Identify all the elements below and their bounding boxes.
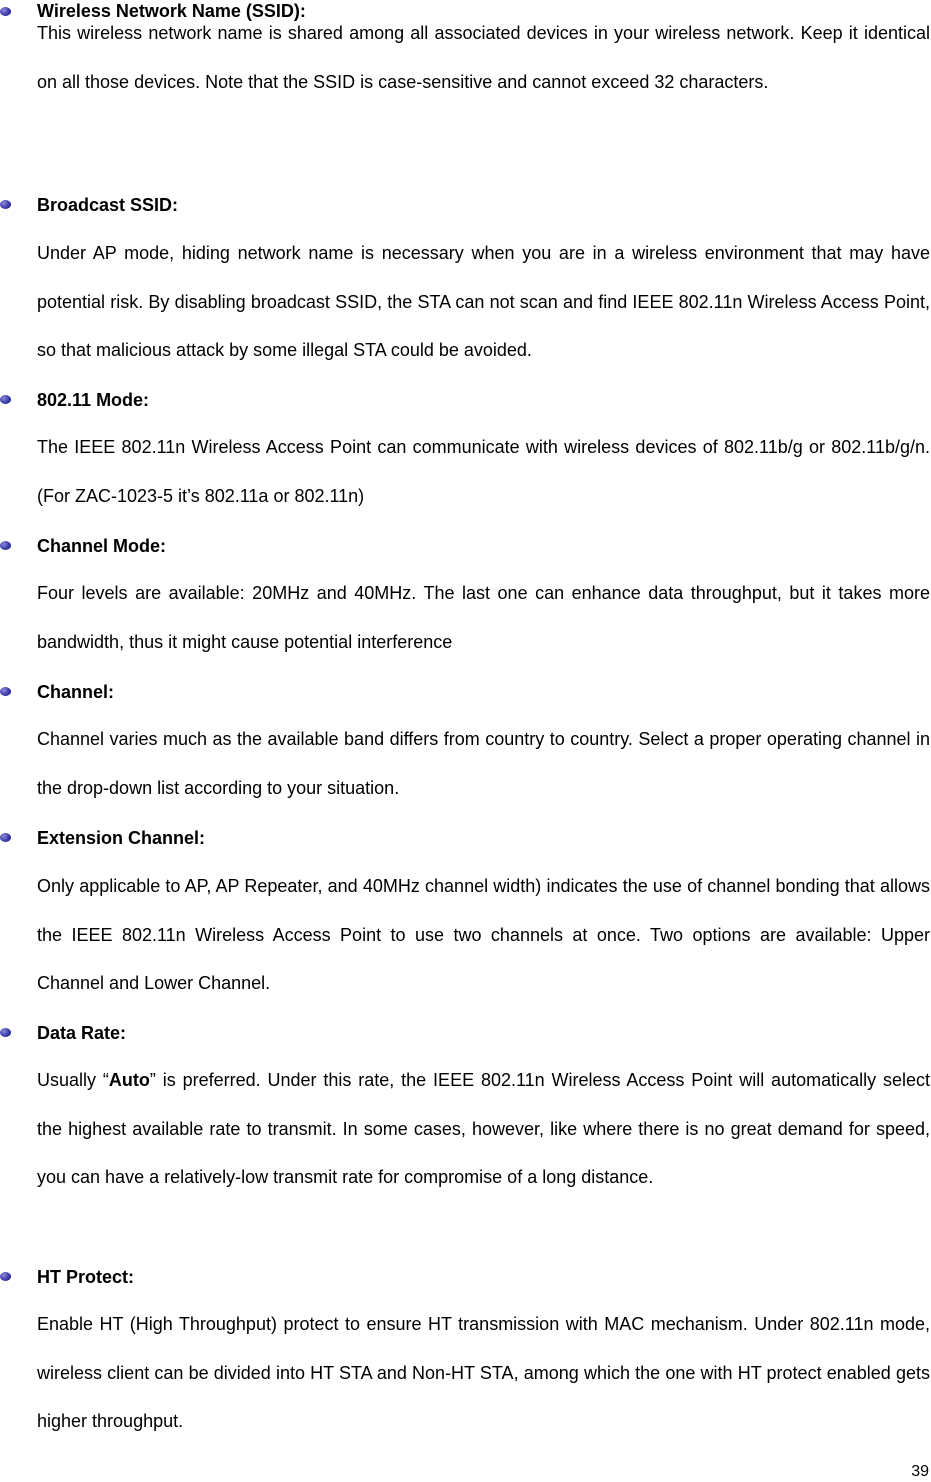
bullet-icon bbox=[0, 1028, 11, 1037]
term-ssid: Wireless Network Name (SSID): bbox=[37, 1, 306, 21]
description-ht-protect bbox=[37, 1300, 930, 1446]
description-channel bbox=[37, 715, 930, 812]
term-ht-protect: HT Protect: bbox=[37, 1267, 135, 1287]
term-channel-mode: Channel Mode: bbox=[37, 536, 166, 556]
description-80211-mode bbox=[37, 423, 930, 520]
term-80211-mode: 802.11 Mode: bbox=[37, 390, 150, 410]
term-channel: Channel: bbox=[37, 682, 115, 702]
description-text: This wireless network name is shared among all associated devices in your wireless network. Keep it identical on all those devices. Note that the SSID is case-sensitive and cannot exceed 32 characters. bbox=[37, 23, 930, 92]
description-broadcast-ssid bbox=[37, 229, 930, 375]
description-ssid bbox=[37, 9, 930, 106]
bullet-icon bbox=[0, 200, 11, 209]
term-extension-channel: Extension Channel: bbox=[37, 828, 206, 848]
description-text: Only applicable to AP, AP Repeater, and 40MHz channel width) indicates the use of channel bonding that allows the IEEE 802.11n Wireless Access Point to use two channels at once. Two options are available: Upper Channel and Lower Channel. bbox=[37, 876, 930, 994]
description-channel-mode bbox=[37, 569, 930, 666]
bullet-icon bbox=[0, 541, 11, 550]
page-number: 39 bbox=[911, 1463, 929, 1480]
description-text: Channel varies much as the available band differs from country to country. Select a proper operating channel in the drop-down list according to your situation. bbox=[37, 729, 930, 798]
bullet-icon bbox=[0, 687, 11, 696]
description-text: Under AP mode, hiding network name is necessary when you are in a wireless environment that may have potential risk. By disabling broadcast SSID, the STA can not scan and find IEEE 802.11n Wireless Access Point, so that malicious attack by some illegal STA could be avoided. bbox=[37, 243, 930, 361]
term-data-rate: Data Rate: bbox=[37, 1023, 127, 1043]
description-data-rate bbox=[37, 1056, 930, 1202]
description-text: Four levels are available: 20MHz and 40MHz. The last one can enhance data throughput, but it takes more bandwidth, thus it might cause potential interference bbox=[37, 583, 930, 652]
bullet-icon bbox=[0, 395, 11, 404]
description-text-after: ” is preferred. Under this rate, the IEEE 802.11n Wireless Access Point will automatically select the highest available rate to transmit. In some cases, however, like where there is no great demand for speed, you can have a relatively-low transmit rate for compromise of a long distance. bbox=[37, 1070, 930, 1188]
bullet-icon bbox=[0, 1272, 11, 1281]
bullet-icon bbox=[0, 833, 11, 842]
bullet-icon bbox=[0, 7, 11, 16]
description-text-bold: Auto bbox=[108, 1070, 150, 1090]
term-broadcast-ssid: Broadcast SSID: bbox=[37, 195, 179, 215]
description-extension-channel bbox=[37, 862, 930, 1008]
description-text-before: Usually “ bbox=[37, 1070, 109, 1090]
description-text: Enable HT (High Throughput) protect to ensure HT transmission with MAC mechanism. Under 802.11n mode, wireless client can be divided into HT STA and Non-HT STA, among which the one with HT protect enabled gets higher throughput. bbox=[37, 1314, 930, 1432]
description-text: The IEEE 802.11n Wireless Access Point can communicate with wireless devices of 802.11b/g or 802.11b/g/n. (For ZAC-1023-5 it’s 802.11a or 802.11n) bbox=[37, 437, 930, 506]
description-text bbox=[37, 1056, 930, 1202]
